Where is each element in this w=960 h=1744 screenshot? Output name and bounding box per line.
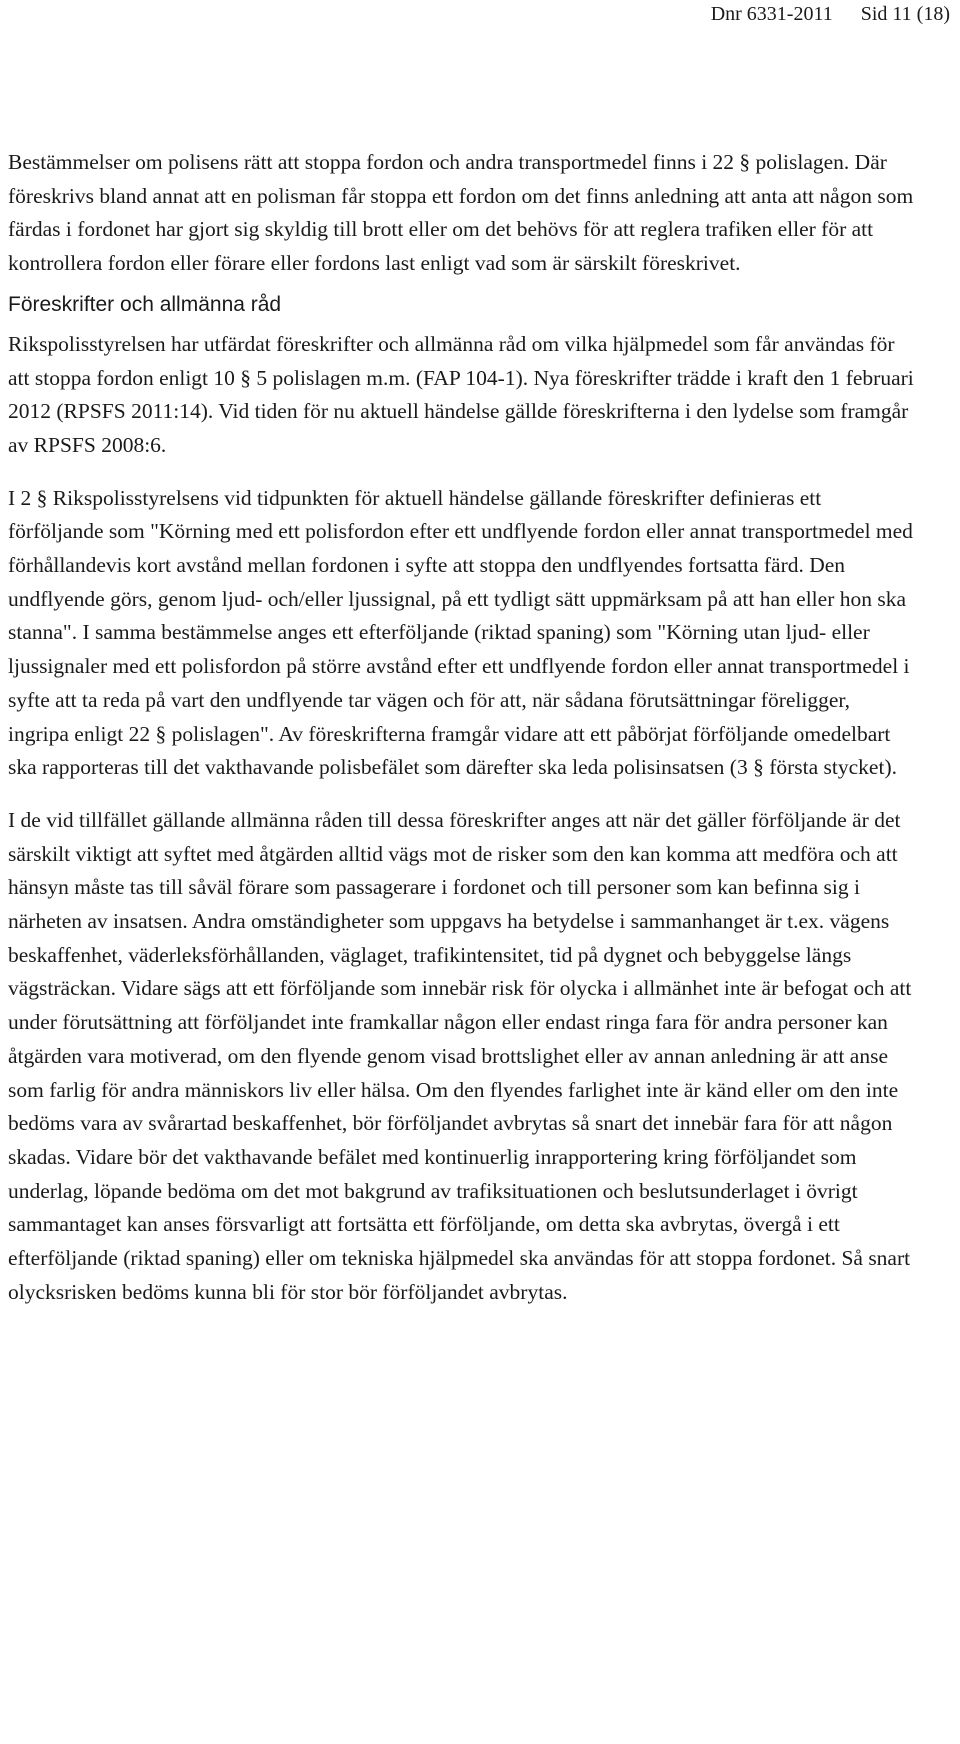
paragraph-stopping-rules: Bestämmelser om polisens rätt att stoppa fordon och andra transportmedel finns i 22 § polislagen. Där föreskrivs bland annat att en polisman får stoppa ett fordon om det finns anledning att anta att någon som färdas i fordonet har gjort sig skyldig till brott eller om det behövs för att reglera trafiken eller för att kontrollera fordon eller förare eller fordons last enligt vad som är särskilt föreskrivet. — [8, 150, 914, 276]
paragraph-pursuit-definition: I 2 § Rikspolisstyrelsens vid tidpunkten för aktuell händelse gällande föreskrifter definieras ett förföljande som "Körning med ett polisfordon efter ett undflyende fordon eller annat transportmedel med förhållandevis kort avstånd mellan fordonen i syfte att stoppa den undflyendes fortsatta färd. Den undflyende görs, genom ljud- och/eller ljussignal, på ett tydligt sätt uppmärksam på att han eller hon ska stanna". I samma bestämmelse anges ett efterföljande (riktad spaning) som "Körning utan ljud- eller ljussignaler med ett polisfordon på större avstånd efter ett undflyende fordon eller annat transportmedel i syfte att ta reda på vart den undflyende tar vägen och för att, när sådana förutsättningar föreligger, ingripa enligt 22 § polislagen". Av föreskrifterna framgår vidare att ett påbörjat förföljande omedelbart ska rapporteras till det vakthavande polisbefälet som därefter ska leda polisinsatsen (3 § första stycket). — [8, 485, 913, 780]
page-number: Sid 11 (18) — [860, 3, 950, 25]
paragraph-regulations-intro: Rikspolisstyrelsen har utfärdat föreskrifter och allmänna råd om vilka hjälpmedel som får användas för att stoppa fordon enligt 10 § 5 polislagen m.m. (FAP 104-1). Nya föreskrifter trädde i kraft den 1 februari 2012 (RPSFS 2011:14). Vid tiden för nu aktuell händelse gällde föreskrifterna i den lydelse som framgår av RPSFS 2008:6. — [8, 331, 914, 457]
document-number: Dnr 6331-2011 — [710, 3, 833, 25]
document-body — [8, 146, 914, 1310]
section-heading-regulations: Föreskrifter och allmänna råd — [8, 292, 282, 316]
page-header — [711, 2, 950, 26]
paragraph-general-advice: I de vid tillfället gällande allmänna råden till dessa föreskrifter anges att när det gäller förföljande är det särskilt viktigt att syftet med åtgärden alltid vägs mot de risker som den kan komma att medföra och att hänsyn måste tas till såväl förare som passagerare i fordonet och till personer som kan befinna sig i närheten av insatsen. Andra omständigheter som uppgavs ha betydelse i sammanhanget är t.ex. vägens beskaffenhet, väderleksförhållanden, väglaget, trafikintensitet, tid på dygnet och bebyggelse längs vägsträckan. Vidare sägs att ett förföljande som innebär risk för olycka i allmänhet inte är befogat och att under förutsättning att förföljandet inte framkallar någon eller endast ringa fara för andra personer kan åtgärden vara motiverad, om den flyende genom visad brottslighet eller av annan anledning är att anse som farlig för andra människors liv eller hälsa. Om den flyendes farlighet inte är känd eller om den inte bedöms vara av svårartad beskaffenhet, bör förföljandet avbrytas så snart det innebär fara för att någon skadas. Vidare bör det vakthavande befälet med kontinuerlig inrapportering kring förföljandet som underlag, löpande bedöma om det mot bakgrund av trafiksituationen och beslutsunderlaget i övrigt sammantaget kan anses försvarligt att fortsätta ett förföljande, om detta ska avbrytas, övergå i ett efterföljande (riktad spaning) eller om tekniska hjälpmedel ska användas för att stoppa fordonet. Så snart olycksrisken bedöms kunna bli för stor bör förföljandet avbrytas. — [8, 807, 912, 1304]
